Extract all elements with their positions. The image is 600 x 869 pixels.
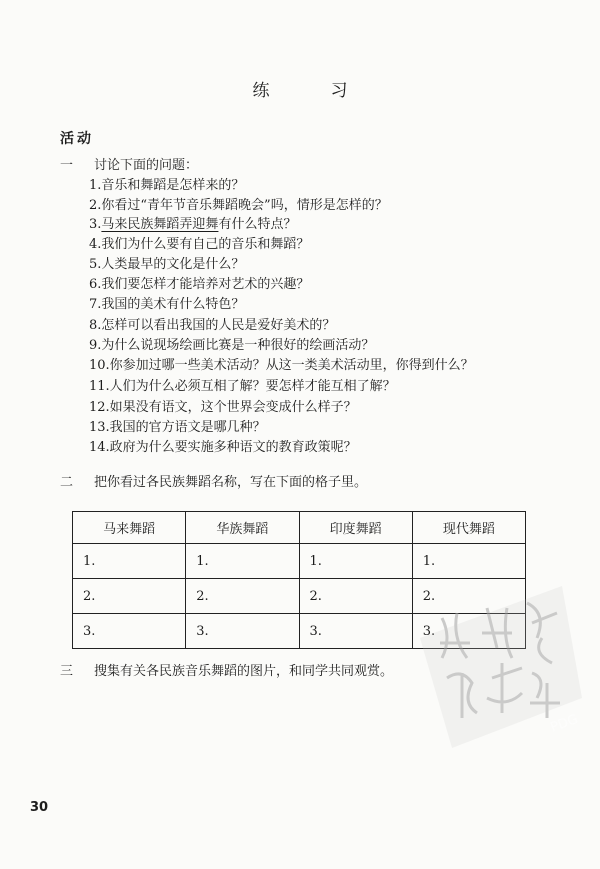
question-3-term-1: 马来民族舞蹈 <box>101 217 180 232</box>
table-header-indian: 印度舞蹈 <box>299 512 412 544</box>
table-cell: 2. <box>186 579 299 614</box>
table-cell: 1. <box>186 544 299 579</box>
question-3 <box>89 213 296 232</box>
page-title: 练 习 <box>252 81 370 101</box>
question-12: 12.如果没有语文，这个世界会变成什么样子？ <box>89 400 357 415</box>
table-cell: 3. <box>412 614 525 649</box>
table-header-row <box>73 512 526 544</box>
table-cell: 3. <box>299 614 412 649</box>
part3-text: 搜集有关各民族音乐舞蹈的图片，和同学共同观赏。 <box>94 664 394 679</box>
question-6: 6.我们要怎样才能培养对艺术的兴趣？ <box>89 277 310 292</box>
part3-number: 三 <box>60 664 74 679</box>
table-header-chinese: 华族舞蹈 <box>186 512 299 544</box>
table-header-modern: 现代舞蹈 <box>412 512 525 544</box>
question-13: 13.我国的官方语文是哪几种？ <box>89 420 266 435</box>
question-3-number: 3. <box>89 217 102 232</box>
watermark-label: PDG <box>548 711 581 736</box>
question-7: 7.我国的美术有什么特色？ <box>89 297 245 312</box>
table-cell: 3. <box>186 614 299 649</box>
question-5: 5.人类最早的文化是什么？ <box>89 257 245 272</box>
page-number: 30 <box>30 800 49 815</box>
part2-text: 把你看过各民族舞蹈名称，写在下面的格子里。 <box>94 475 368 490</box>
table-cell: 2. <box>412 579 525 614</box>
question-3-term-2: 弄迎舞 <box>179 217 219 232</box>
question-11: 11.人们为什么必须互相了解？要怎样才能互相了解？ <box>89 379 396 394</box>
question-3-rest: 有什么特点？ <box>218 217 297 232</box>
question-14: 14.政府为什么要实施多种语文的教育政策呢？ <box>89 440 357 455</box>
question-4: 4.我们为什么要有自己的音乐和舞蹈？ <box>89 237 310 252</box>
part1-header <box>60 154 198 173</box>
part2-number: 二 <box>60 475 74 490</box>
part1-number: 一 <box>60 158 74 173</box>
question-1: 1.音乐和舞蹈是怎样来的？ <box>89 178 245 193</box>
table-cell: 2. <box>299 579 412 614</box>
question-9: 9.为什么说现场绘画比赛是一种很好的绘画活动？ <box>89 338 375 353</box>
question-8: 8.怎样可以看出我国的人民是爱好美术的？ <box>89 318 336 333</box>
table-row <box>73 544 526 579</box>
part1-heading: 讨论下面的问题： <box>94 158 199 173</box>
table-cell: 3. <box>73 614 186 649</box>
table-cell: 1. <box>412 544 525 579</box>
question-10: 10.你参加过哪一些美术活动？从这一类美术活动里，你得到什么？ <box>89 358 474 373</box>
table-header-malay: 马来舞蹈 <box>73 512 186 544</box>
section-heading: 活动 <box>60 131 94 147</box>
watermark-seal-icon <box>412 578 590 756</box>
question-2: 2.你看过“青年节音乐舞蹈晚会”吗，情形是怎样的？ <box>89 198 388 213</box>
table-cell: 2. <box>73 579 186 614</box>
part3-header <box>60 660 393 679</box>
part2-header <box>60 471 367 490</box>
table-cell: 1. <box>73 544 186 579</box>
table-cell: 1. <box>299 544 412 579</box>
